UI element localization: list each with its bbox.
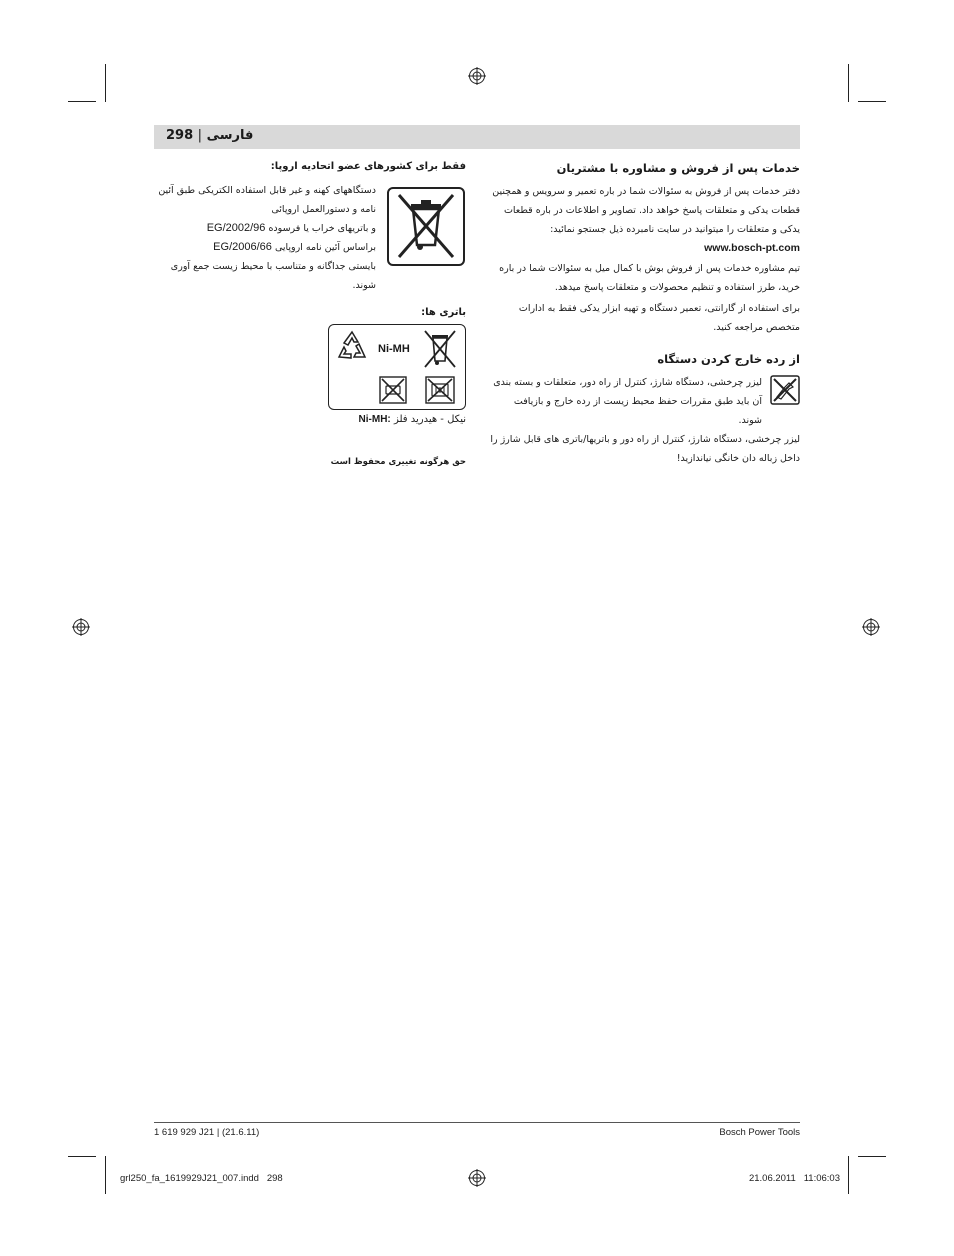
eu-heading: فقط برای کشورهای عضو اتحادیه اروپا: xyxy=(270,161,466,172)
disposal-heading: از رده خارج کردن دستگاه xyxy=(657,352,800,366)
eu-paragraph-2: و باتریهای خراب یا فرسوده xyxy=(268,223,376,234)
crossed-out-bin-small-icon xyxy=(423,329,457,371)
eu-paragraph-1: دستگاههای کهنه و غیر قابل استفاده الکتریکی طبق آئین نامه و دستورالعمل اروپائی xyxy=(158,185,376,215)
registration-mark-icon xyxy=(468,67,486,85)
batteries-heading: باتری ها: xyxy=(421,307,466,318)
disposal-paragraph-1: لیزر چرخشی، دستگاه شارژ، کنترل از راه دور، متعلقات و بسته بندی آن باید طبق مقررات حفظ محیط زیست از رده خارج و بازیافت شوند. xyxy=(493,377,762,426)
crop-mark xyxy=(848,64,849,102)
crossed-out-tool-icon xyxy=(770,375,800,405)
eu-directive-2: 2006/66/EG xyxy=(213,241,272,253)
service-paragraph-3: برای استفاده از گارانتی، تعمیر دستگاه و تهیه ابزار یدکی فقط به ادارات متخصص مراجعه کنید. xyxy=(518,303,800,333)
nimh-badge: Ni-MH xyxy=(378,343,410,355)
page-header-label xyxy=(166,128,253,143)
service-paragraph-2: تیم مشاوره خدمات پس از فروش بوش با کمال میل به سئوالات شما در باره خرید، طرز استفاده و تنظیم محصولات و متعلقات پاسخ میدهد. xyxy=(499,263,800,293)
eu-prefix-2: براساس آئین نامه اروپایی xyxy=(274,242,376,253)
crop-mark xyxy=(105,64,106,102)
footer-brand: Bosch Power Tools xyxy=(719,1127,800,1138)
left-column xyxy=(154,160,466,180)
crop-mark xyxy=(848,1156,849,1194)
slug-file-info: grl250_fa_1619929J21_007.indd 298 xyxy=(120,1173,283,1184)
page-language: فارسی xyxy=(206,128,254,143)
service-heading: خدمات پس از فروش و مشاوره با مشتریان xyxy=(556,161,800,175)
registration-mark-icon xyxy=(72,618,90,636)
service-paragraph-1: دفتر خدمات پس از فروش به سئوالات شما در باره تعمیر و سرویس و همچنین قطعات یدکی و متعلقات پاسخ خواهد داد. تصاویر و اطلاعات در باره قطعات یدکی و متعلقات را میتوانید در سایت نامبرده ذیل جستجو نمائید: xyxy=(492,186,800,235)
registration-mark-icon xyxy=(468,1169,486,1187)
recycle-icon xyxy=(335,329,369,363)
registration-mark-icon xyxy=(862,618,880,636)
crop-mark xyxy=(68,101,96,102)
eu-line-directive-1 xyxy=(154,219,376,238)
header-separator: | xyxy=(197,128,203,143)
crossed-out-battery-icon xyxy=(379,376,407,404)
eu-line-directive-2 xyxy=(154,238,376,257)
crossed-out-battery-pack-icon xyxy=(425,376,455,404)
crop-mark xyxy=(858,101,886,102)
crop-mark xyxy=(105,1156,106,1194)
crop-mark xyxy=(858,1156,886,1157)
right-column xyxy=(488,160,800,468)
nimh-description xyxy=(154,413,466,427)
eu-directive-1: 2002/96/EG xyxy=(206,222,266,234)
service-url-link[interactable]: www.bosch-pt.com xyxy=(704,242,800,254)
changes-reserved-note: حق هرگونه تغییری محفوظ است xyxy=(330,457,466,467)
crop-mark xyxy=(68,1156,96,1157)
battery-disposal-icon-box xyxy=(328,324,466,410)
footer-rule xyxy=(154,1122,800,1123)
nimh-text: نیکل - هیدرید فلز xyxy=(393,414,466,425)
eu-text-block xyxy=(154,181,376,295)
nimh-label: Ni-MH: xyxy=(358,414,391,425)
footer-doc-number: 1 619 929 J21 | (21.6.11) xyxy=(154,1127,260,1138)
page-number: 298 xyxy=(166,128,194,143)
slug-datetime: 21.06.2011 11:06:03 xyxy=(748,1173,840,1184)
crossed-out-bin-icon xyxy=(387,187,465,266)
disposal-paragraph-2: لیزر چرخشی، دستگاه شارژ، کنترل از راه دور و باتریها/باتری های قابل شارژ را داخل زباله دان خانگی نیاندازید! xyxy=(490,434,800,464)
eu-paragraph-3: بایستی جداگانه و متناسب با محیط زیست جمع آوری شوند. xyxy=(170,261,376,291)
